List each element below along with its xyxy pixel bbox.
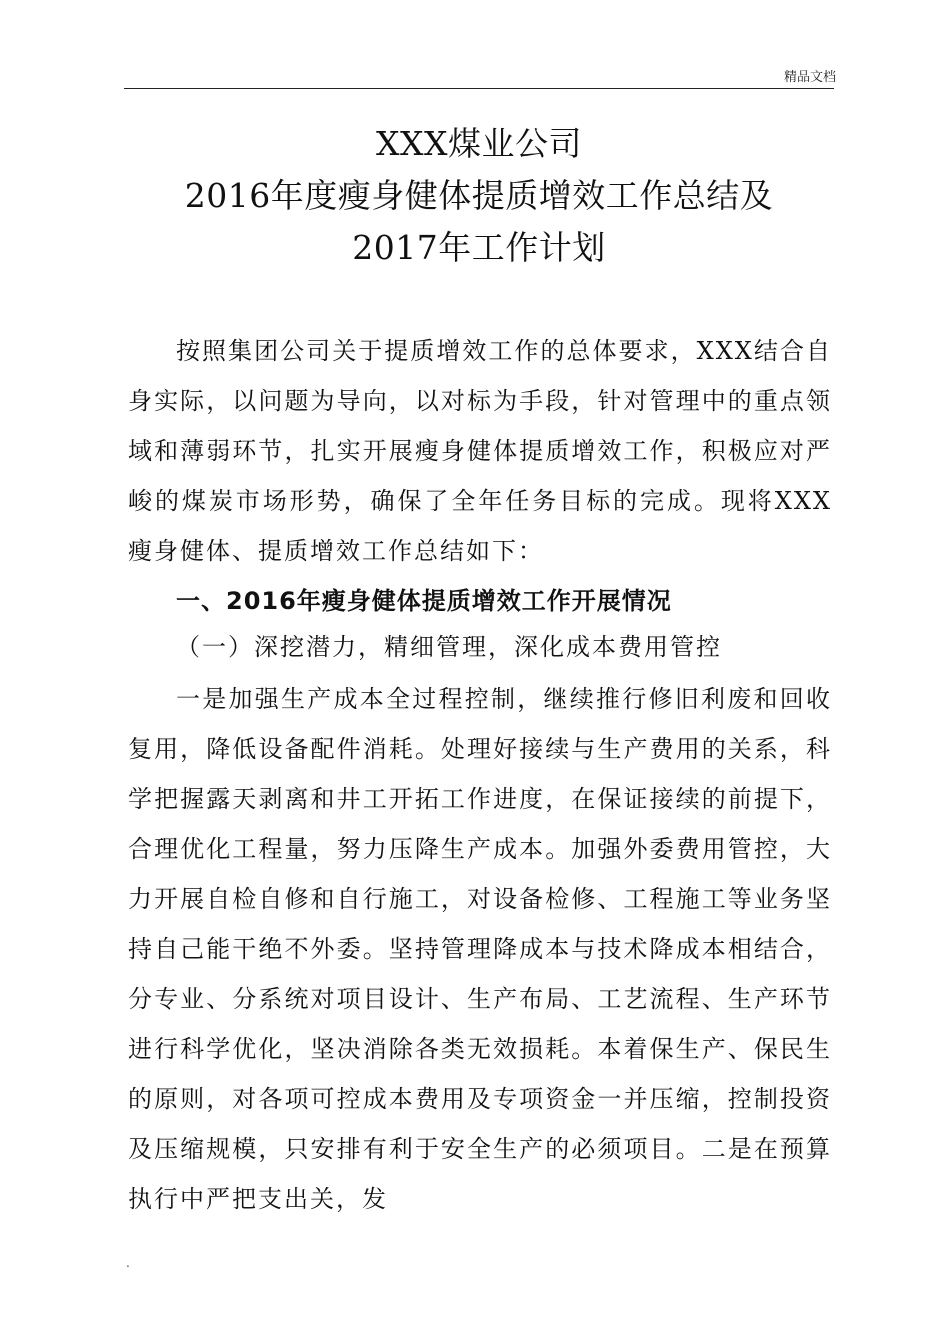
title-line-3: 2017年工作计划 <box>352 228 606 267</box>
document-title <box>124 118 834 274</box>
title-line-1: XXX煤业公司 <box>376 124 582 163</box>
header-divider <box>124 88 834 89</box>
intro-paragraph: 按照集团公司关于提质增效工作的总体要求，XXX结合自身实际，以问题为导向，以对标为手段，针对管理中的重点领域和薄弱环节，扎实开展瘦身健体提质增效工作，积极应对严峻的煤炭市场形势，确保了全年任务目标的完成。现将XXX瘦身健体、提质增效工作总结如下： <box>128 337 832 565</box>
footer-mark: . <box>126 1256 130 1270</box>
title-line-2: 2016年度瘦身健体提质增效工作总结及 <box>184 176 774 215</box>
body-paragraph: 一是加强生产成本全过程控制，继续推行修旧利废和回收复用，降低设备配件消耗。处理好接续与生产费用的关系，科学把握露天剥离和井工开拓工作进度，在保证接续的前提下，合理优化工程量，努力压降生产成本。加强外委费用管控，大力开展自检自修和自行施工，对设备检修、工程施工等业务坚持自己能干绝不外委。坚持管理降成本与技术降成本相结合，分专业、分系统对项目设计、生产布局、工艺流程、生产环节进行科学优化，坚决消除各类无效损耗。本着保生产、保民生的原则，对各项可控成本费用及专项资金一并压缩，控制投资及压缩规模，只安排有利于安全生产的必须项目。二是在预算执行中严把支出关，发 <box>128 685 832 1213</box>
header-label: 精品文档 <box>783 70 836 85</box>
section-heading: 一、2016年瘦身健体提质增效工作开展情况 <box>176 587 672 615</box>
subsection-heading: （一）深挖潜力，精细管理，深化成本费用管控 <box>176 633 722 661</box>
